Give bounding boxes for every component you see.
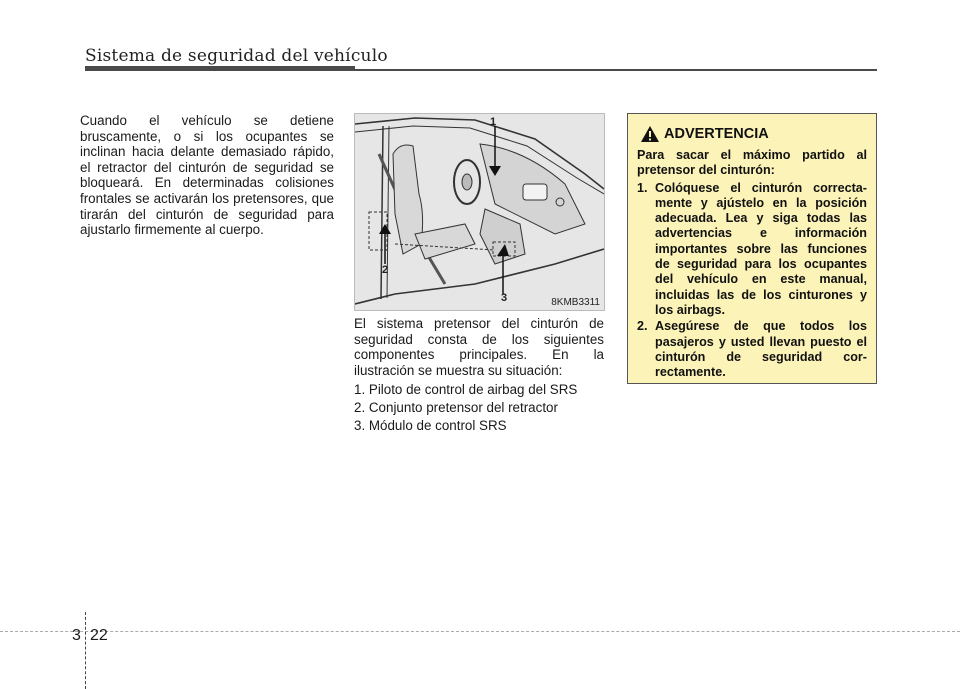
warning-box bbox=[627, 113, 877, 384]
chapter-number: 3 bbox=[72, 627, 81, 644]
list-item bbox=[637, 181, 867, 319]
callout-2: 2 bbox=[382, 264, 389, 276]
warning-triangle-icon bbox=[640, 125, 660, 148]
warning-list bbox=[637, 181, 867, 381]
list-item bbox=[637, 319, 867, 380]
footer-divider bbox=[0, 631, 960, 632]
figure-code: 8KMB3311 bbox=[551, 297, 600, 308]
footer-separator bbox=[85, 612, 86, 689]
header-rule-thick bbox=[85, 66, 355, 71]
list-item: 3. Módulo de control SRS bbox=[354, 417, 507, 433]
list-number: 1. bbox=[637, 180, 648, 195]
components-intro: El sistema pretensor del cinturón de seguridad consta de los siguientes componentes principales. En la ilustración se muestra su situación: bbox=[354, 316, 604, 378]
warning-body bbox=[637, 148, 867, 380]
warning-intro: Para sacar el máximo partido al pretensor del cinturón: bbox=[637, 148, 867, 178]
page-header-title: Sistema de seguridad del vehículo bbox=[85, 46, 388, 66]
callout-1: 1 bbox=[490, 116, 497, 128]
callout-3: 3 bbox=[501, 292, 508, 304]
car-interior-illustration bbox=[354, 113, 605, 311]
list-item: 2. Conjunto pretensor del retractor bbox=[354, 399, 558, 415]
warning-title: ADVERTENCIA bbox=[664, 126, 769, 142]
page-number: 22 bbox=[90, 627, 108, 644]
list-text: Colóquese el cinturón correcta-mente y ajústelo en la posición adecuada. Lea y siga todas las advertencias e información importantes sobre las funciones de seguridad para los ocupantes del vehículo en este manual, incluidas las de los cinturones y los airbags. bbox=[655, 180, 867, 317]
car-interior-drawing bbox=[355, 114, 604, 310]
components-section bbox=[354, 316, 604, 435]
list-text: Asegúrese de que todos los pasajeros y usted llevan puesto el cinturón de seguridad cor-rectamente. bbox=[655, 319, 867, 380]
body-paragraph-left: Cuando el vehículo se detiene bruscamente, o si los ocupantes se inclinan hacia delante demasiado rápido, el retractor del cinturón de seguridad se bloqueará. En determinadas colisiones frontales se activarán los pretensores, que tirarán del cinturón de seguridad para ajustarlo firmemente al cuerpo. bbox=[80, 113, 334, 238]
list-item: 1. Piloto de control de airbag del SRS bbox=[354, 382, 578, 398]
components-list bbox=[354, 382, 604, 433]
header-rule-thin bbox=[355, 69, 877, 71]
list-number: 2. bbox=[637, 319, 648, 334]
